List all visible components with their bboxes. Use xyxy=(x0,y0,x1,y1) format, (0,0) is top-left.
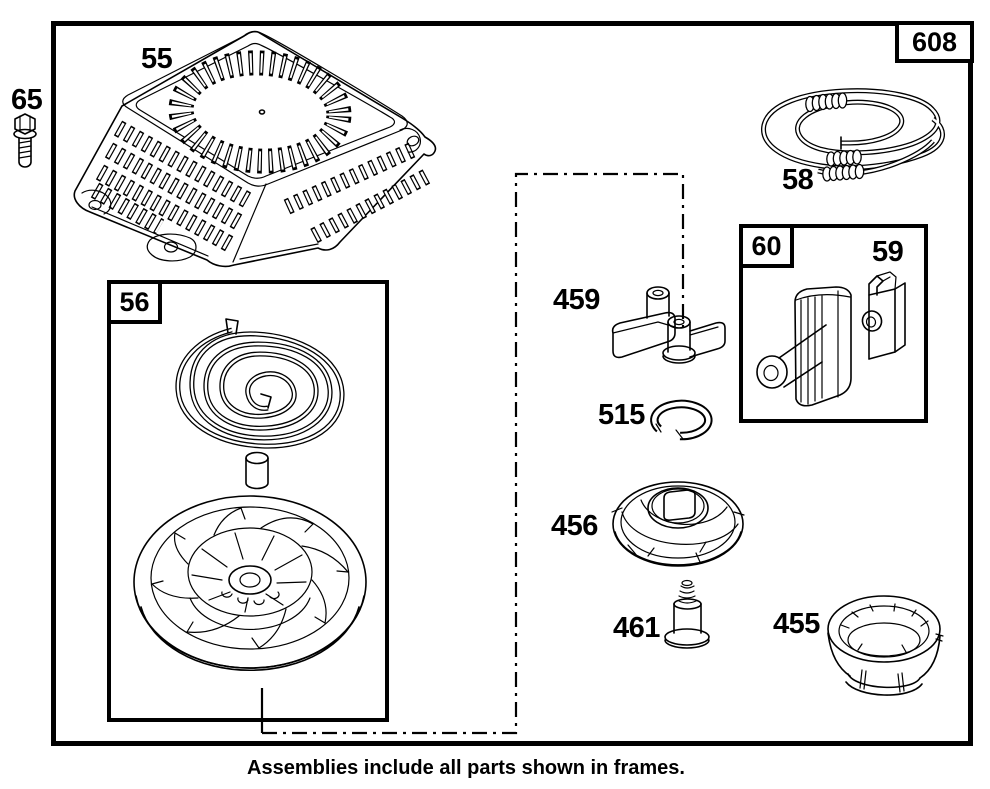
part-label-55: 55 xyxy=(141,43,173,75)
assembly-56-label: 56 xyxy=(119,286,150,317)
part-label-455: 455 xyxy=(773,608,820,640)
part-label-461: 461 xyxy=(613,612,660,644)
page-number: 608 xyxy=(911,26,958,57)
part-label-459: 459 xyxy=(553,284,600,316)
page-number-box xyxy=(895,21,974,63)
part-label-65: 65 xyxy=(11,84,43,116)
assembly-56-label-box xyxy=(107,280,162,324)
part-label-456: 456 xyxy=(551,510,598,542)
flange-bolt-drawing xyxy=(14,114,36,167)
frames-note-caption: Assemblies include all parts shown in frames. xyxy=(247,757,685,779)
part-label-515: 515 xyxy=(598,399,645,431)
part-label-58: 58 xyxy=(782,164,814,196)
recoil-assembly-frame xyxy=(107,280,389,722)
assembly-60-label-box xyxy=(739,224,794,268)
assembly-60-label: 60 xyxy=(751,230,782,261)
part-label-59: 59 xyxy=(872,236,904,268)
